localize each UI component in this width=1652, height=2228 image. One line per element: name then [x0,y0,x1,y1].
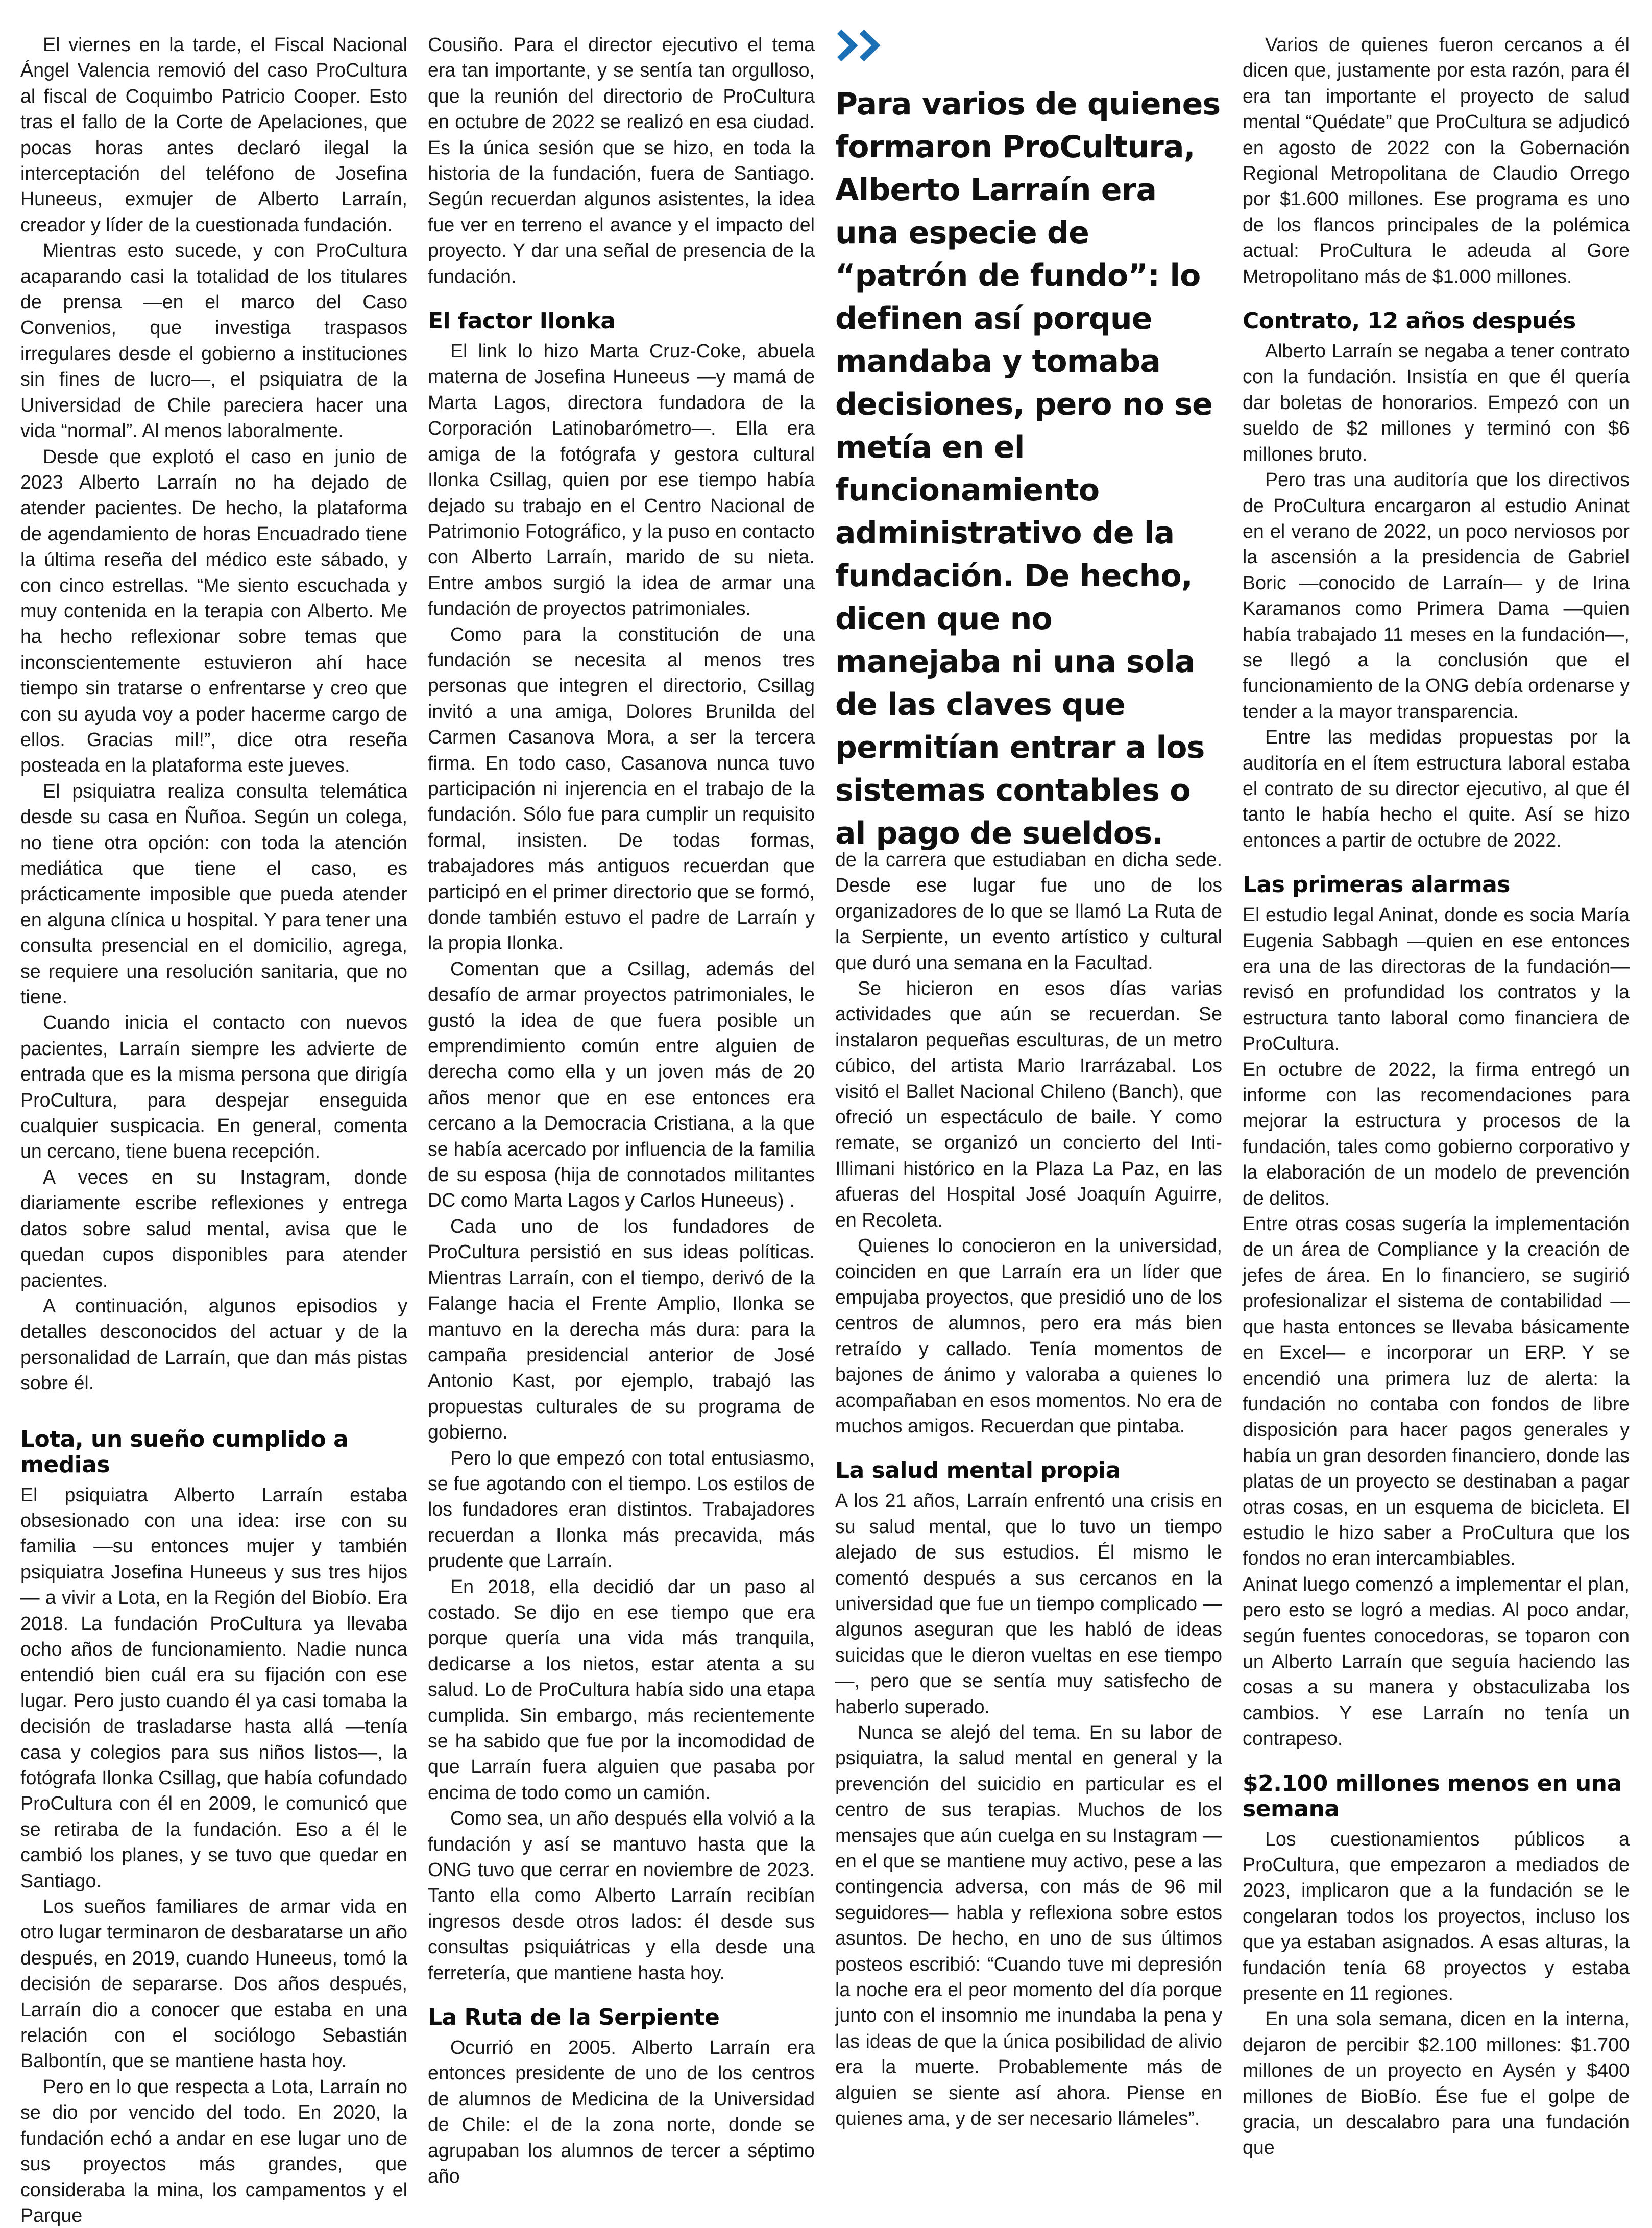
paragraph: A veces en su Instagram, donde diariamente escribe reflexiones y entrega datos sobre salud mental, avisa que le quedan cupos disponibles para atender pacientes. [20,1166,407,1291]
paragraph: Pero en lo que respecta a Lota, Larraín no se dio por vencido del todo. En 2020, la fundación echó a andar en ese lugar uno de sus proyectos más grandes, que consideraba la mina, los campamentos y el Parque [20,2075,407,2226]
paragraph: Como para la constitución de una fundación se necesita al menos tres personas que integren el directorio, Csillag invitó a una amiga, Dolores Brunilda del Carmen Casanova Mora, a ser la tercera firma. En todo caso, Casanova nunca tuvo participación ni injerencia en el trabajo de la fundación. Sólo fue para cumplir un requisito formal, insisten. De todas formas, trabajadores más antiguos recuerdan que participó en el primer directorio que se formó, donde también estuvo el padre de Larraín y la propia Ilonka. [428,623,815,954]
section-heading-primeras-alarmas: Las primeras alarmas [1243,872,1510,898]
paragraph: Los sueños familiares de armar vida en otro lugar terminaron de desbaratarse un año después, en 2019, cuando Huneeus, tomó la decisión de separarse. Dos años después, Larraín dio a conocer que estaba en una relación con el sociólogo Sebastián Balbontín, que se mantiene hasta hoy. [20,1896,407,2072]
paragraph: En octubre de 2022, la firma entregó un informe con las recomendaciones para mejorar la estructura y procesos de la fundación, tales como gobierno corporativo y la elaboración de un modelo de prevención de delitos. [1243,1058,1630,1209]
paragraph: Cada uno de los fundadores de ProCultura persistió en sus ideas políticas. Mientras Larraín, con el tiempo, derivó de la Falange hacia el Frente Amplio, Ilonka se mantuvo en la derecha más dura: para la campaña presidencial anterior de José Antonio Kast, por ejemplo, trabajó las propuestas culturales de su programa de gobierno. [428,1215,815,1443]
paragraph: El link lo hizo Marta Cruz-Coke, abuela materna de Josefina Huneeus —y mamá de Marta Lagos, directora fundadora de la Corporación Latinobarómetro—. Ella era amiga de la fotógrafa y gestora cultural Ilonka Csillag, quien por ese tiempo había dejado su trabajo en el Centro Nacional de Patrimonio Fotográfico, y la puso en contacto con Alberto Larraín, marido de su nieta. Entre ambos surgió la idea de armar una fundación de proyectos patrimoniales. [428,340,815,619]
paragraph: El psiquiatra realiza consulta telemática desde su casa en Ñuñoa. Según un colega, no tiene otra opción: con toda la atención mediática que tiene el caso, es prácticamente imposible que pueda atender en alguna clínica u hospital. Y para tener una consulta presencial en el domicilio, agrega, se requiere una resolución sanitaria, que no tiene. [20,780,407,1008]
paragraph: Mientras esto sucede, y con ProCultura acaparando casi la totalidad de los titulares de prensa —en el marco del Caso Convenios, que investiga traspasos irregulares desde el gobierno a instituciones sin fines de lucro—, el psiquiatra de la Universidad de Chile pareciera hacer una vida “normal”. Al menos laboralmente. [20,239,407,442]
paragraph: Aninat luego comenzó a implementar el plan, pero esto se logró a medias. Al poco andar, según fuentes conocedoras, se toparon con un Alberto Larraín que seguía haciendo las cosas a su manera y obstaculizaba los cambios. Y ese Larraín no tenía un contrapeso. [1243,1573,1630,1750]
section-heading-ruta-serpiente: La Ruta de la Serpiente [428,2004,720,2031]
paragraph: Cousiño. Para el director ejecutivo el tema era tan importante, y se sentía tan orgulloso, que la reunión del directorio de ProCultura en octubre de 2022 se realizó en esa ciudad. Es la única sesión que se hizo, en toda la historia de la fundación, fuera de Santiago. Según recuerdan algunos asistentes, la idea fue ver en terreno el avance y el impacto del proyecto. Y dar una señal de presencia de la fundación. [428,34,815,287]
paragraph: Los cuestionamientos públicos a ProCultura, que empezaron a mediados de 2023, implicaron que a la fundación se le congelaran todos los proyectos, incluso los que ya estaban asignados. A esas alturas, la fundación tenía 68 proyectos y estaba presente en 11 regiones. [1243,1828,1630,2004]
paragraph: A continuación, algunos episodios y detalles desconocidos del actuar y de la personalidad de Larraín, que dan más pistas sobre él. [20,1295,407,1394]
pull-quote-text: Para varios de quienes formaron ProCultura, Alberto Larraín era una especie de “patrón de fundo”: lo definen así porque mandaba y tomaba decisiones, pero no se metía en el funcionamiento administrativo de la fundación. De hecho, dicen que no manejaba ni una sola de las claves que permitían entrar a los sistemas contables o al pago de sueldos. [835,86,1221,851]
double-chevron-right-icon [835,29,886,62]
article-column-4 [1243,32,1630,2159]
paragraph: Ocurrió en 2005. Alberto Larraín era entonces presidente de uno de los centros de alumnos de Medicina de la Universidad de Chile: el de la zona norte, donde se agrupaban los alumnos de tercer a séptimo año [428,2037,815,2187]
paragraph: Varios de quienes fueron cercanos a él dicen que, justamente por esta razón, para él era tan importante el proyecto de salud mental “Quédate” que ProCultura se adjudicó en agosto de 2022 con la Gobernación Regional Metropolitana de Claudio Orrego por $1.600 millones. Ese programa es uno de los flancos principales de la polémica actual: ProCultura le adeuda al Gore Metropolitano más de $1.000 millones. [1243,34,1630,287]
paragraph: Desde que explotó el caso en junio de 2023 Alberto Larraín no ha dejado de atender pacientes. De hecho, la plataforma de agendamiento de horas Encuadrado tiene la última reseña del médico este sábado, y con cinco estrellas. “Me siento escuchada y muy contenida en la terapia con Alberto. Me ha hecho reflexionar sobre temas que inconscientemente estuvieron ahí hace tiempo sin tratarse o enfrentarse y creo que con su ayuda voy a poder hacerme cargo de ellos. Gracias mil!”, dice otra reseña posteada en la plataforma este jueves. [20,445,407,776]
paragraph: En 2018, ella decidió dar un paso al costado. Se dijo en ese tiempo que era porque quería una vida más tranquila, dedicarse a los nietos, estar atenta a su salud. Lo de ProCultura había sido una etapa cumplida. Sin embargo, más recientemente se ha sabido que fue por la incomodidad de que Larraín fuera alguien que pasaba por encima de todo como un camión. [428,1575,815,1803]
paragraph: El psiquiatra Alberto Larraín estaba obsesionado con una idea: irse con su familia —su entonces mujer y también psiquiatra Josefina Huneeus y sus tres hijos— a vivir a Lota, en la Región del Biobío. Era 2018. La fundación ProCultura ya llevaba ocho años de funcionamiento. Nadie nunca entendió bien cuál era su fijación con ese lugar. Pero justo cuando él ya casi tomaba la decisión de trasladarse hasta allá —tenía casa y colegios para sus niños listos—, la fotógrafa Ilonka Csillag, que había cofundado ProCultura con él en 2009, le comunicó que se retiraba de la fundación. Eso a él le cambió los planes, y se tuvo que quedar en Santiago. [20,1483,407,1891]
paragraph: Pero lo que empezó con total entusiasmo, se fue agotando con el tiempo. Los estilos de los fundadores eran distintos. Trabajadores recuerdan a Ilonka más precavida, más prudente que Larraín. [428,1447,815,1572]
section-heading-factor-ilonka: El factor Ilonka [428,308,616,334]
paragraph: Entre las medidas propuestas por la auditoría en el ítem estructura laboral estaba el contrato de su director ejecutivo, al que él tanto le había hecho el quite. Así se hizo entonces a partir de octubre de 2022. [1243,726,1630,851]
section-heading-2100-millones: $2.100 millones menos en una semana [1243,1770,1622,1822]
article-column-3 [835,847,1222,2129]
section-heading-lota: Lota, un sueño cumplido a medias [20,1426,349,1478]
paragraph: En una sola semana, dicen en la interna, dejaron de percibir $2.100 millones: $1.700 millones de un proyecto en Aysén y $400 millones de BioBío. Ése fue el golpe de gracia, un descalabro para una fundación que [1243,2008,1630,2159]
article-column-1 [20,32,407,2226]
paragraph: Cuando inicia el contacto con nuevos pacientes, Larraín siempre les advierte de entrada que es la misma persona que dirigía ProCultura, para despejar enseguida cualquier suspicacia. En general, comenta un cercano, tiene buena recepción. [20,1012,407,1162]
section-heading-salud-mental: La salud mental propia [835,1457,1121,1484]
paragraph: de la carrera que estudiaban en dicha sede. Desde ese lugar fue uno de los organizadores de lo que se llamó La Ruta de la Serpiente, un evento artístico y cultural que duró una semana en la Facultad. [835,849,1222,973]
paragraph: Alberto Larraín se negaba a tener contrato con la fundación. Insistía en que él quería dar boletas de honorarios. Empezó con un sueldo de $2 millones y terminó con $6 millones bruto. [1243,340,1630,465]
paragraph: Entre otras cosas sugería la implementación de un área de Compliance y la creación de jefes de área. En lo financiero, se sugirió profesionalizar el sistema de contabilidad —que hasta entonces se llevaba básicamente en Excel— e incorporar un ERP. Y se encendió una primera luz de alerta: la fundación no contaba con fondos de libre disposición para hacer pagos generales y había un gran desorden financiero, donde las platas de un proyecto se destinaban a pagar otras cosas, en un esquema de bicicleta. El estudio le hizo saber a ProCultura que los fondos no eran intercambiables. [1243,1213,1630,1569]
paragraph: Como sea, un año después ella volvió a la fundación y así se mantuvo hasta que la ONG tuvo que cerrar en noviembre de 2023. Tanto ella como Alberto Larraín recibían ingresos desde otros lados: él desde sus consultas psiquiátricas y ella desde una ferretería, que mantiene hasta hoy. [428,1807,815,1983]
paragraph: El viernes en la tarde, el Fiscal Nacional Ángel Valencia removió del caso ProCultura al fiscal de Coquimbo Patricio Cooper. Esto tras el fallo de la Corte de Apelaciones, que pocas horas antes declaró ilegal la interceptación del teléfono de Josefina Huneeus, exmujer de Alberto Larraín, creador y líder de la cuestionada fundación. [20,34,407,235]
paragraph: Nunca se alejó del tema. En su labor de psiquiatra, la salud mental en general y la prevención del suicidio en particular es el centro de sus terapias. Muchos de los mensajes que aún cuelga en su Instagram —en el que se mantiene muy activo, pese a las contingencia adversa, con más de 96 mil seguidores— habla y reflexiona sobre estos asuntos. De hecho, en uno de sus últimos posteos escribió: “Cuando tuve mi depresión la noche era el peor momento del día porque junto con el insomnio me inundaba la pena y las ideas de que la única posibilidad de alivio era la muerte. Probablemente más de alguien se siente así ahora. Piense en quienes ama, y de ser necesario llámeles”. [835,1721,1222,2129]
article-column-2 [428,32,815,2187]
paragraph: Pero tras una auditoría que los directivos de ProCultura encargaron al estudio Aninat en el verano de 2022, un poco nerviosos por la ascensión a la presidencia de Gabriel Boric —conocido de Larraín— y de Irina Karamanos como Primera Dama —quien había trabajado 11 meses en la fundación—, se llegó a la conclusión que el funcionamiento de la ONG debía ordenarse y tender a la mayor transparencia. [1243,469,1630,722]
paragraph: El estudio legal Aninat, donde es socia María Eugenia Sabbagh —quien en ese entonces era una de las directoras de la fundación— revisó en profundidad los contratos y la estructura tanto laboral como financiera de ProCultura. [1243,904,1630,1055]
section-heading-contrato: Contrato, 12 años después [1243,308,1576,334]
paragraph: Se hicieron en esos días varias actividades que aún se recuerdan. Se instalaron pequeñas esculturas, de un metro cúbico, del artista Mario Irarrázabal. Los visitó el Ballet Nacional Chileno (Banch), que ofreció un espectáculo de baile. Y como remate, se organizó un concierto del Inti-Illimani histórico en la Plaza La Paz, en las afueras del Hospital José Joaquín Aguirre, en Recoleta. [835,977,1222,1231]
paragraph: Quienes lo conocieron en la universidad, coinciden en que Larraín era un líder que empujaba proyectos, que presidió uno de los centros de alumnos, pero era más bien retraído y callado. Tenía momentos de bajones de ánimo y valoraba a quienes lo acompañaban en esos momentos. No era de muchos amigos. Recuerdan que pintaba. [835,1235,1222,1436]
pull-quote-box [835,29,1223,851]
paragraph: Comentan que a Csillag, además del desafío de armar proyectos patrimoniales, le gustó la idea de que fuera posible un emprendimiento común entre alguien de derecha como ella y un joven más de 20 años menor que en ese entonces era cercano a la Democracia Cristiana, a la que se había acercado por influencia de la familia de su esposa (hija de connotados militantes DC como Marta Lagos y Carlos Huneeus) . [428,957,815,1211]
paragraph: A los 21 años, Larraín enfrentó una crisis en su salud mental, que lo tuvo un tiempo alejado de sus estudios. Él mismo le comentó después a sus cercanos en la universidad que fue un tiempo complicado —algunos aseguran que les habló de ideas suicidas que le dieron vueltas en ese tiempo—, pero que se sentía muy satisfecho de haberlo superado. [835,1490,1222,1717]
